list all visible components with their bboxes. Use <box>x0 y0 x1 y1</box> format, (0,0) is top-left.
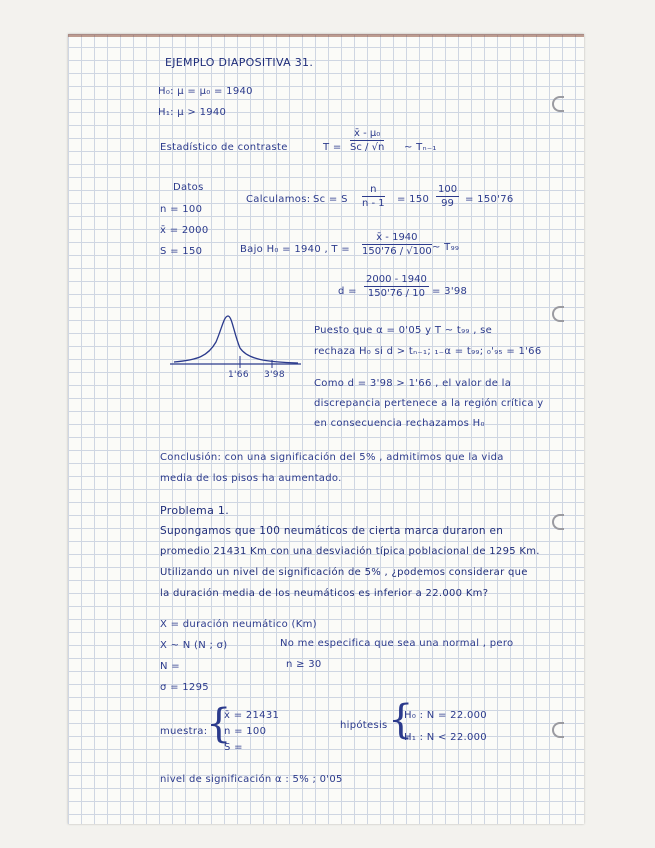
problem-title: Problema 1. <box>160 504 230 517</box>
sigma-line: σ = 1295 <box>160 682 209 693</box>
under-h0-denominator: 150'76 / √100 <box>362 246 432 257</box>
problem-line-2: promedio 21431 Km con una desviación típica poblacional de 1295 Km. <box>160 546 540 557</box>
hypothesis-label: hipótesis <box>340 720 388 731</box>
binder-ring <box>552 96 564 112</box>
como-line-3: en consecuencia rechazamos H₀ <box>314 418 485 429</box>
under-h0-label: Bajo H₀ = 1940 , T = <box>240 244 350 255</box>
alt-hypothesis: H₁: μ > 1940 <box>158 107 227 118</box>
graph-statistic-label: 3'98 <box>264 370 285 380</box>
binder-ring <box>552 306 564 322</box>
statistic-fraction <box>350 128 384 153</box>
calc-sc-numerator-2: 100 <box>438 184 458 195</box>
d-result: = 3'98 <box>432 286 468 297</box>
calc-sc-fraction-2 <box>436 184 459 209</box>
statistic-label: Estadístico de contraste <box>160 142 288 153</box>
como-line-2: discrepancia pertenece a la región crítica y <box>314 398 544 409</box>
data-n: n = 100 <box>160 204 203 215</box>
hypothesis-h0: H₀ : N = 22.000 <box>404 710 487 721</box>
x-distribution: X ~ N (N ; σ) <box>160 640 228 651</box>
density-curve-sketch <box>168 312 303 378</box>
under-h0-numerator: x̄ - 1940 <box>362 232 432 245</box>
data-label: Datos <box>173 182 204 193</box>
page-top-edge <box>68 34 584 37</box>
underline-mark <box>312 336 352 350</box>
problem-line-4: la duración media de los neumáticos es inferior a 22.000 Km? <box>160 588 489 599</box>
x-definition: X = duración neumático (Km) <box>160 619 317 630</box>
under-h0-distribution: ~ T₉₉ <box>432 242 460 253</box>
calc-sc-numerator: n <box>362 184 385 197</box>
n-line: N = <box>160 661 180 672</box>
sample-n: n = 100 <box>224 726 267 737</box>
calc-sc-denominator: n - 1 <box>362 198 385 209</box>
sample-xbar: x̄ = 21431 <box>224 710 280 721</box>
calc-sc-fraction <box>362 184 385 209</box>
calc-sc-equals: = 150 <box>397 194 430 205</box>
d-numerator: 2000 - 1940 <box>366 274 427 285</box>
conclusion-line-1: Conclusión: con una significación del 5% , admitimos que la vida <box>160 452 504 463</box>
problem-line-3: Utilizando un nivel de significación de 5% , ¿podemos considerar que <box>160 567 528 578</box>
calc-sc-denominator-2: 99 <box>441 198 454 209</box>
density-curve <box>174 316 298 363</box>
graph-critical-label: 1'66 <box>228 370 249 380</box>
binder-ring <box>552 722 564 738</box>
statistic-numerator: x̄ - μ₀ <box>350 128 384 141</box>
x-note: No me especifica que sea una normal , pero <box>280 638 514 649</box>
calc-sc: Sc = S <box>313 194 348 205</box>
calc-sc-result: = 150'76 <box>465 194 514 205</box>
problem-line-1: Supongamos que 100 neumáticos de cierta marca duraron en <box>160 525 504 537</box>
null-hypothesis: H₀: μ = μ₀ = 1940 <box>158 86 253 97</box>
data-xbar: x̄ = 2000 <box>160 225 209 236</box>
sample-label: muestra: <box>160 726 208 737</box>
puesto-line-2: rechaza H₀ si d > tₙ₋₁; ₁₋α = t₉₉; ₀'₉₅ = 1'66 <box>314 346 542 357</box>
page-title: EJEMPLO DIAPOSITIVA 31. <box>165 56 314 69</box>
sample-s: S = <box>224 742 243 753</box>
statistic-denominator: Sc / √n <box>350 142 385 153</box>
data-s: S = 150 <box>160 246 203 257</box>
binder-ring <box>552 514 564 530</box>
under-h0-fraction <box>362 232 432 257</box>
d-denominator: 150'76 / 10 <box>367 288 425 299</box>
d-label: d = <box>338 286 357 297</box>
como-line-1: Como d = 3'98 > 1'66 , el valor de la <box>314 378 512 389</box>
n-condition: n ≥ 30 <box>286 659 322 670</box>
d-fraction <box>364 274 429 299</box>
statistic-T: T = <box>323 142 342 153</box>
puesto-line-1: Puesto que α = 0'05 y T ~ t₉₉ , se <box>314 325 493 336</box>
conclusion-line-2: media de los pisos ha aumentado. <box>160 473 342 484</box>
hypothesis-h1: H₁ : N < 22.000 <box>404 732 487 743</box>
sample-brace: { <box>206 701 232 747</box>
calculate-label: Calculamos: <box>246 194 311 205</box>
statistic-distribution: ~ Tₙ₋₁ <box>404 142 437 153</box>
significance-line: nivel de significación α : 5% ; 0'05 <box>160 774 343 785</box>
hypothesis-brace: { <box>388 697 414 743</box>
